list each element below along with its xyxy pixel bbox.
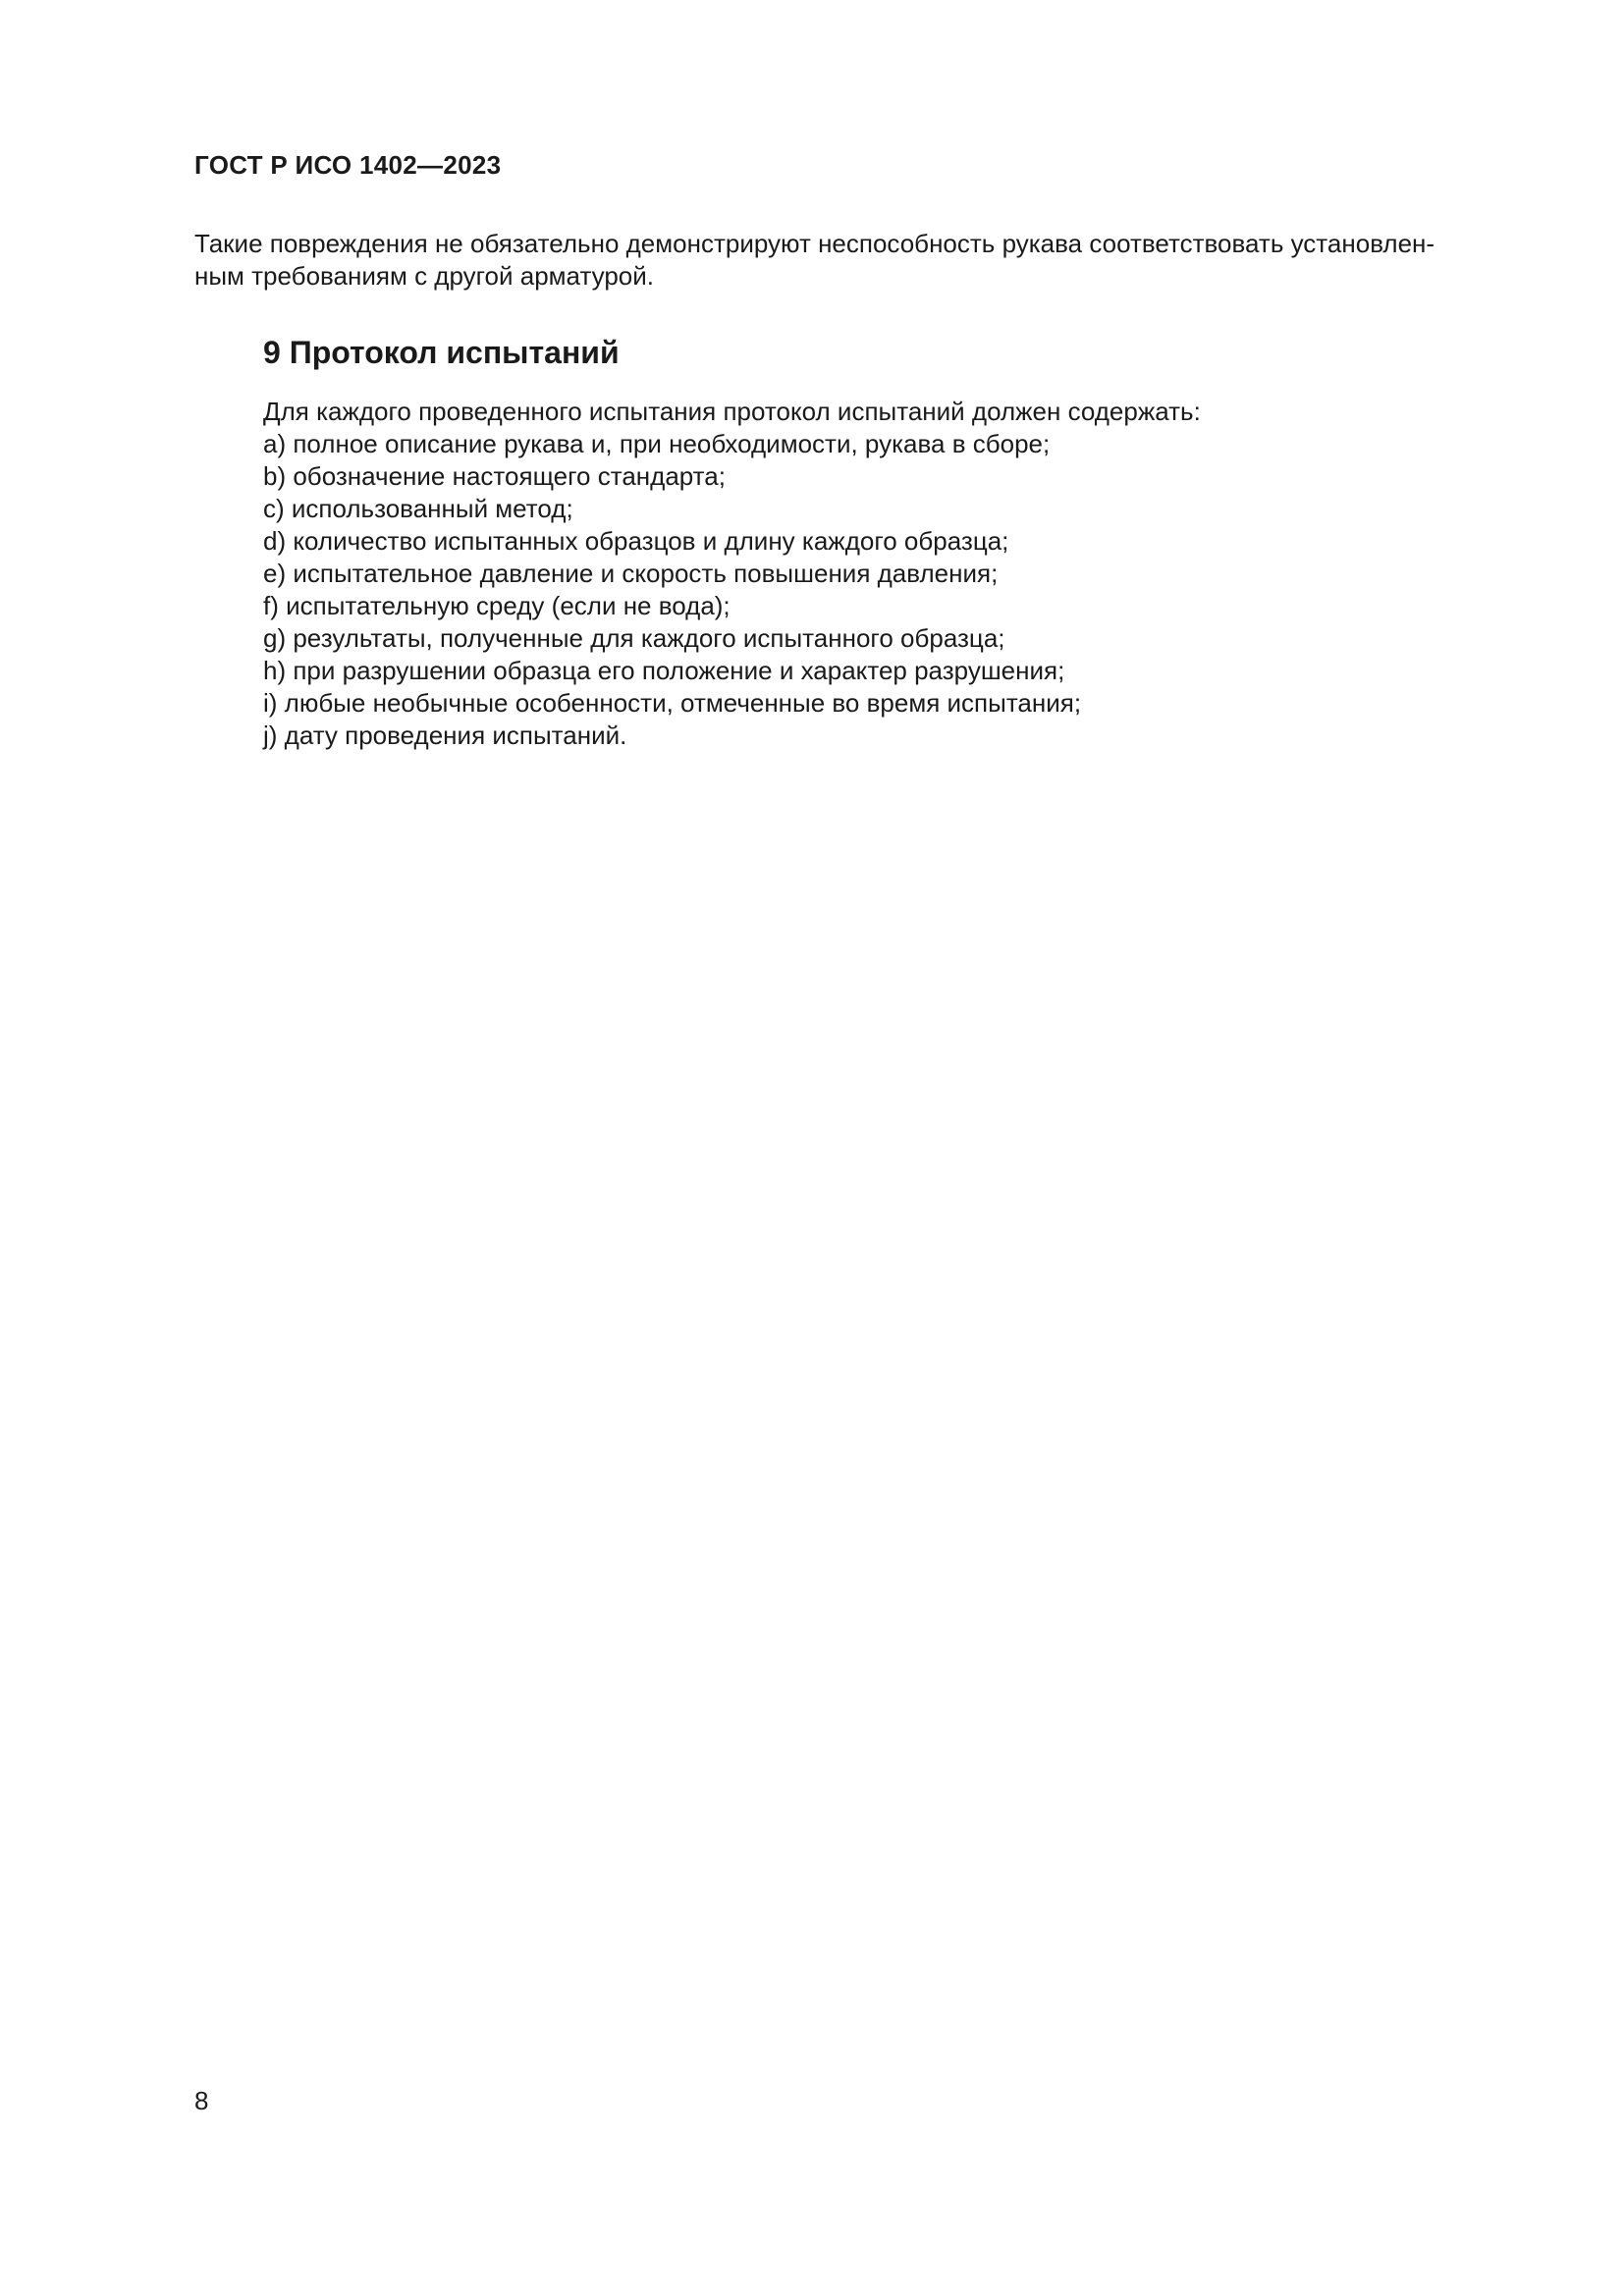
list-item: i) любые необычные особенности, отмеченные во время испытания; xyxy=(263,688,1082,718)
page-number: 8 xyxy=(194,2086,209,2115)
intro-line: ным требованиям с другой арматурой. xyxy=(194,261,655,291)
list-item: c) использованный метод; xyxy=(263,494,573,523)
list-item: d) количество испытанных образцов и длину каждого образца; xyxy=(263,526,1009,556)
list-item: a) полное описание рукава и, при необходимости, рукава в сборе; xyxy=(263,429,1051,458)
list-item: h) при разрушении образца его положение и характер разрушения; xyxy=(263,656,1065,685)
requirements-list xyxy=(263,428,1081,752)
intro-paragraph xyxy=(194,228,1520,293)
list-item: g) результаты, полученные для каждого испытанного образца; xyxy=(263,623,1005,653)
intro-line: Такие повреждения не обязательно демонстрируют неспособность рукава соответствовать установлен- xyxy=(194,229,1435,258)
section-lead: Для каждого проведенного испытания протокол испытаний должен содержать: xyxy=(263,397,1201,426)
list-item: f) испытательную среду (если не вода); xyxy=(263,591,731,620)
list-item: e) испытательное давление и скорость повышения давления; xyxy=(263,559,999,588)
section-title: 9 Протокол испытаний xyxy=(263,335,620,370)
document-header: ГОСТ Р ИСО 1402—2023 xyxy=(194,150,502,180)
list-item: b) обозначение настоящего стандарта; xyxy=(263,461,726,491)
list-item: j) дату проведения испытаний. xyxy=(263,721,627,750)
